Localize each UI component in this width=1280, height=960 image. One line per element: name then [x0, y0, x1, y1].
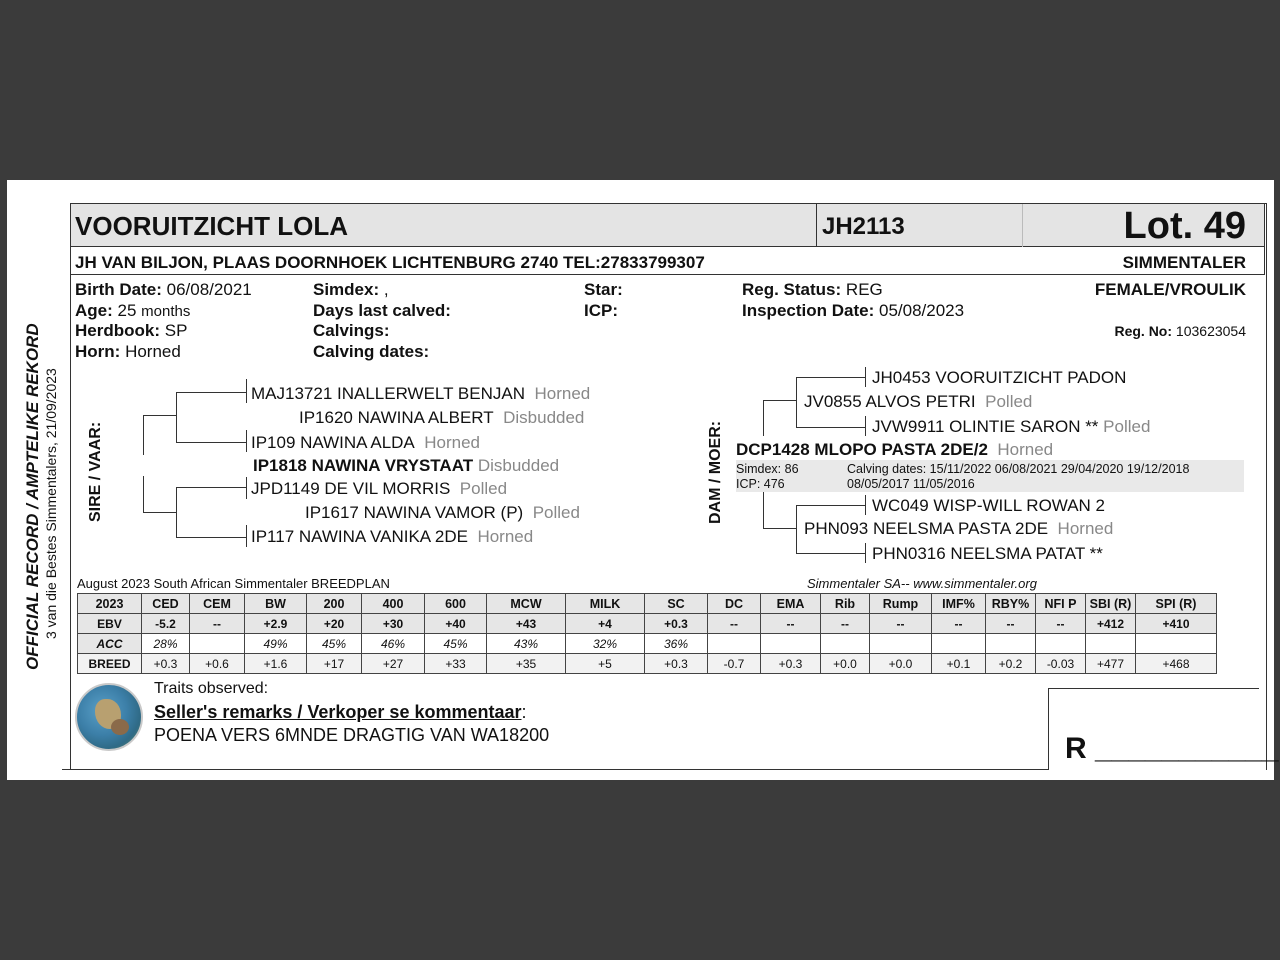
age: Age: 25 months — [75, 301, 191, 320]
lot-number: Lot. 49 — [1123, 205, 1246, 247]
ebv-cell: -0.03 — [1036, 654, 1086, 674]
ebv-cell — [932, 634, 986, 654]
sire-dam-dam: IP117 NAWINA VANIKA 2DE Horned — [251, 527, 534, 546]
star: Star: — [584, 280, 623, 299]
ebv-cell: SC — [645, 594, 708, 614]
acc-row — [78, 634, 1217, 654]
ebv-cell: 45% — [307, 634, 362, 654]
ebv-header-row — [78, 594, 1217, 614]
dam-name: DCP1428 MLOPO PASTA 2DE/2 Horned — [736, 440, 1054, 459]
sire-dam-sire: JPD1149 DE VIL MORRIS Polled — [251, 479, 508, 498]
dam-icp: ICP: 476 — [736, 477, 785, 491]
ebv-cell: +33 — [425, 654, 487, 674]
breed-avg-row — [78, 654, 1217, 674]
birth-date: Birth Date: 06/08/2021 — [75, 280, 252, 299]
dam-dam-dam: PHN0316 NEELSMA PATAT ** — [872, 544, 1103, 563]
ebv-cell: +4 — [566, 614, 645, 634]
lot-card — [7, 180, 1279, 780]
traits-observed-label: Traits observed: — [154, 680, 269, 697]
inspection-date: Inspection Date: 05/08/2023 — [742, 301, 965, 320]
sire-label: SIRE / VAAR: — [87, 421, 104, 522]
ebv-cell: CEM — [190, 594, 245, 614]
ebv-cell: +30 — [362, 614, 425, 634]
ebv-cell: 36% — [645, 634, 708, 654]
seller-remarks-text: POENA VERS 6MNDE DRAGTIG VAN WA18200 — [154, 725, 550, 745]
icp: ICP: — [584, 301, 618, 320]
ebv-cell: SPI (R) — [1136, 594, 1217, 614]
ebv-cell — [1036, 634, 1086, 654]
ebv-cell: -- — [190, 614, 245, 634]
breedplan-title: August 2023 South African Simmentaler BREEDPLAN — [77, 576, 390, 591]
ebv-cell — [1086, 634, 1136, 654]
ebv-cell: +27 — [362, 654, 425, 674]
ebv-cell: +43 — [487, 614, 566, 634]
ebv-cell: 200 — [307, 594, 362, 614]
simdex: Simdex: , — [313, 280, 389, 299]
ebv-cell: 28% — [142, 634, 190, 654]
ebv-cell: +0.0 — [821, 654, 870, 674]
ebv-cell: ACC — [78, 634, 142, 654]
dam-sire-dam: JVW9911 OLINTIE SARON ** Polled — [872, 417, 1151, 436]
ebv-cell: +0.3 — [761, 654, 821, 674]
ebv-cell — [870, 634, 932, 654]
ebv-cell: BREED — [78, 654, 142, 674]
animal-id: JH2113 — [822, 213, 905, 240]
ebv-cell: +410 — [1136, 614, 1217, 634]
seller-remarks-heading: Seller's remarks / Verkoper se kommentaar: — [154, 702, 527, 722]
ebv-cell: +468 — [1136, 654, 1217, 674]
dam-simdex: Simdex: 86 — [736, 462, 799, 476]
ebv-cell: +0.1 — [932, 654, 986, 674]
dam-calving-dates-2: 08/05/2017 11/05/2016 — [847, 477, 975, 491]
ebv-cell: -5.2 — [142, 614, 190, 634]
ebv-cell: DC — [708, 594, 761, 614]
ebv-cell — [708, 634, 761, 654]
days-last-calved: Days last calved: — [313, 301, 451, 320]
ebv-cell: +40 — [425, 614, 487, 634]
ebv-cell — [761, 634, 821, 654]
ebv-row — [78, 614, 1217, 634]
ebv-cell: MILK — [566, 594, 645, 614]
ebv-cell: +0.2 — [986, 654, 1036, 674]
ebv-cell: +5 — [566, 654, 645, 674]
ebv-cell: -- — [932, 614, 986, 634]
dam-calving-dates: Calving dates: 15/11/2022 06/08/2021 29/04/2020 19/12/2018 — [847, 462, 1190, 476]
sale-date-label: 3 van die Bestes Simmentalers, 21/09/2023 — [43, 368, 59, 639]
ebv-cell: RBY% — [986, 594, 1036, 614]
ebv-cell: -- — [821, 614, 870, 634]
ebv-cell: -0.7 — [708, 654, 761, 674]
ebv-cell: 43% — [487, 634, 566, 654]
herdbook: Herdbook: SP — [75, 321, 188, 340]
ebv-cell: -- — [986, 614, 1036, 634]
dam-dam: PHN093 NEELSMA PASTA 2DE Horned — [804, 519, 1114, 538]
ebv-cell: +1.6 — [245, 654, 307, 674]
calving-dates: Calving dates: — [313, 342, 430, 361]
ebv-cell: EBV — [78, 614, 142, 634]
ebv-cell: +0.3 — [142, 654, 190, 674]
ebv-cell: IMF% — [932, 594, 986, 614]
ebv-cell — [821, 634, 870, 654]
ebv-cell: 2023 — [78, 594, 142, 614]
breedplan-source: Simmentaler SA-- www.simmentaler.org — [807, 576, 1037, 591]
ebv-cell — [986, 634, 1036, 654]
ebv-cell: -- — [870, 614, 932, 634]
ebv-cell: -- — [1036, 614, 1086, 634]
sex-label: FEMALE/VROULIK — [1094, 280, 1246, 299]
dam-label: DAM / MOER: — [707, 420, 724, 524]
ebv-cell: +0.3 — [645, 654, 708, 674]
ebv-cell: +17 — [307, 654, 362, 674]
simmentaler-logo — [75, 683, 143, 751]
ebv-cell: +477 — [1086, 654, 1136, 674]
ebv-cell: EMA — [761, 594, 821, 614]
reg-status: Reg. Status: REG — [742, 280, 883, 299]
ebv-cell: 49% — [245, 634, 307, 654]
owner-address: JH VAN BILJON, PLAAS DOORNHOEK LICHTENBURG 2740 TEL:27833799307 — [75, 253, 705, 272]
ebv-cell: +2.9 — [245, 614, 307, 634]
dam-sire-sire: JH0453 VOORUITZICHT PADON — [872, 368, 1127, 387]
ebv-cell: +0.6 — [190, 654, 245, 674]
sire-sire-sire: MAJ13721 INALLERWELT BENJAN Horned — [251, 384, 591, 403]
sire-dam: IP1617 NAWINA VAMOR (P) Polled — [305, 503, 580, 522]
reg-number: Reg. No: 103623054 — [1114, 323, 1246, 339]
ebv-cell: Rib — [821, 594, 870, 614]
ebv-cell: Rump — [870, 594, 932, 614]
ebv-cell: +0.3 — [645, 614, 708, 634]
dam-dam-sire: WC049 WISP-WILL ROWAN 2 — [872, 496, 1105, 515]
dam-sire: JV0855 ALVOS PETRI Polled — [804, 392, 1033, 411]
ebv-cell: -- — [761, 614, 821, 634]
ebv-cell: BW — [245, 594, 307, 614]
official-record-label: OFFICIAL RECORD / AMPTELIKE REKORD — [23, 323, 42, 670]
ebv-cell: 600 — [425, 594, 487, 614]
ebv-table — [77, 593, 1217, 674]
ebv-cell: CED — [142, 594, 190, 614]
ebv-cell: NFI P — [1036, 594, 1086, 614]
animal-name: VOORUITZICHT LOLA — [75, 211, 348, 241]
sire-sire: IP1620 NAWINA ALBERT Disbudded — [299, 408, 585, 427]
ebv-cell: -- — [708, 614, 761, 634]
ebv-cell: MCW — [487, 594, 566, 614]
horn: Horn: Horned — [75, 342, 181, 361]
ebv-cell: 45% — [425, 634, 487, 654]
ebv-cell — [190, 634, 245, 654]
ebv-cell: 32% — [566, 634, 645, 654]
ebv-cell: SBI (R) — [1086, 594, 1136, 614]
ebv-cell: +412 — [1086, 614, 1136, 634]
sire-sire-dam: IP109 NAWINA ALDA Horned — [251, 433, 480, 452]
ebv-cell — [1136, 634, 1217, 654]
ebv-cell: 46% — [362, 634, 425, 654]
ebv-cell: +35 — [487, 654, 566, 674]
ebv-cell: +0.0 — [870, 654, 932, 674]
ebv-cell: +20 — [307, 614, 362, 634]
sire-name: IP1818 NAWINA VRYSTAAT Disbudded — [253, 456, 560, 475]
price-field[interactable]: R ___________ — [1065, 732, 1279, 765]
calvings: Calvings: — [313, 321, 390, 340]
breed-label: SIMMENTALER — [1122, 253, 1246, 272]
ebv-cell: 400 — [362, 594, 425, 614]
